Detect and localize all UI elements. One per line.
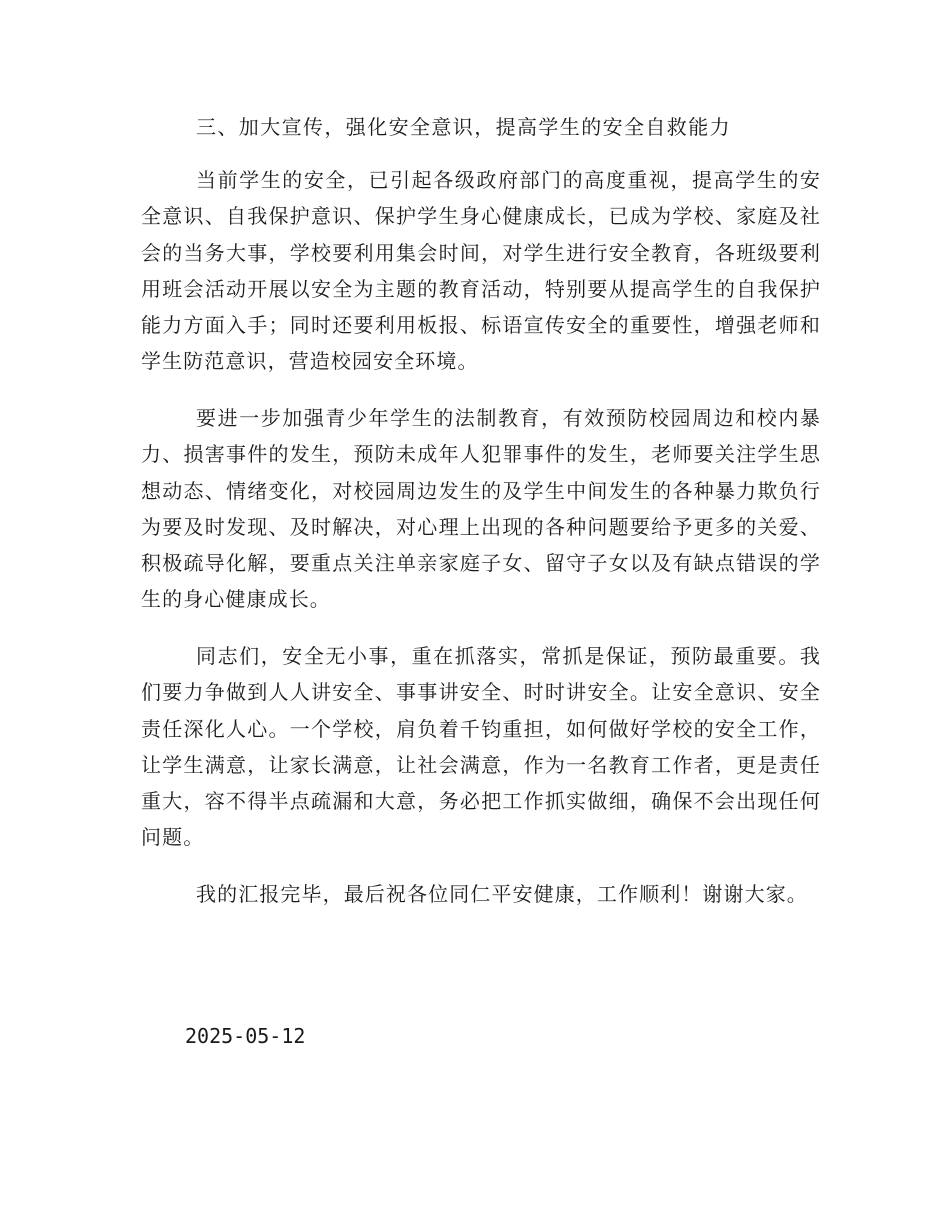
section-heading: 三、加大宣传，强化安全意识，提高学生的安全自救能力 (196, 115, 731, 139)
paragraph-responsibility: 同志们，安全无小事，重在抓落实，常抓是保证，预防最重要。我们要力争做到人人讲安全、事事讲安全、时时讲安全。让安全意识、安全责任深化人心。一个学校，肩负着千钧重担，如何做好学校的安全工作，让学生满意，让家长满意，让社会满意，作为一名教育工作者，更是责任重大，容不得半点疏漏和大意，务必把工作抓实做细，确保不会出现任何问题。 (141, 644, 821, 850)
paragraph-safety-awareness: 当前学生的安全，已引起各级政府部门的高度重视，提高学生的安全意识、自我保护意识、保护学生身心健康成长，已成为学校、家庭及社会的当务大事，学校要利用集会时间，对学生进行安全教育，各班级要利用班会活动开展以安全为主题的教育活动，特别要从提高学生的自我保护能力方面入手；同时还要利用板报、标语宣传安全的重要性，增强老师和学生防范意识，营造校园安全环境。 (141, 168, 821, 374)
paragraph-closing: 我的汇报完毕，最后祝各位同仁平安健康，工作顺利！谢谢大家。 (196, 882, 808, 906)
document-date: 2025-05-12 (185, 1024, 306, 1048)
paragraph-legal-education: 要进一步加强青少年学生的法制教育，有效预防校园周边和校内暴力、损害事件的发生，预防未成年人犯罪事件的发生，老师要关注学生思想动态、情绪变化，对校园周边发生的及学生中间发生的各种暴力欺负行为要及时发现、及时解决，对心理上出现的各种问题要给予更多的关爱、积极疏导化解，要重点关注单亲家庭子女、留守子女以及有缺点错误的学生的身心健康成长。 (141, 406, 821, 612)
